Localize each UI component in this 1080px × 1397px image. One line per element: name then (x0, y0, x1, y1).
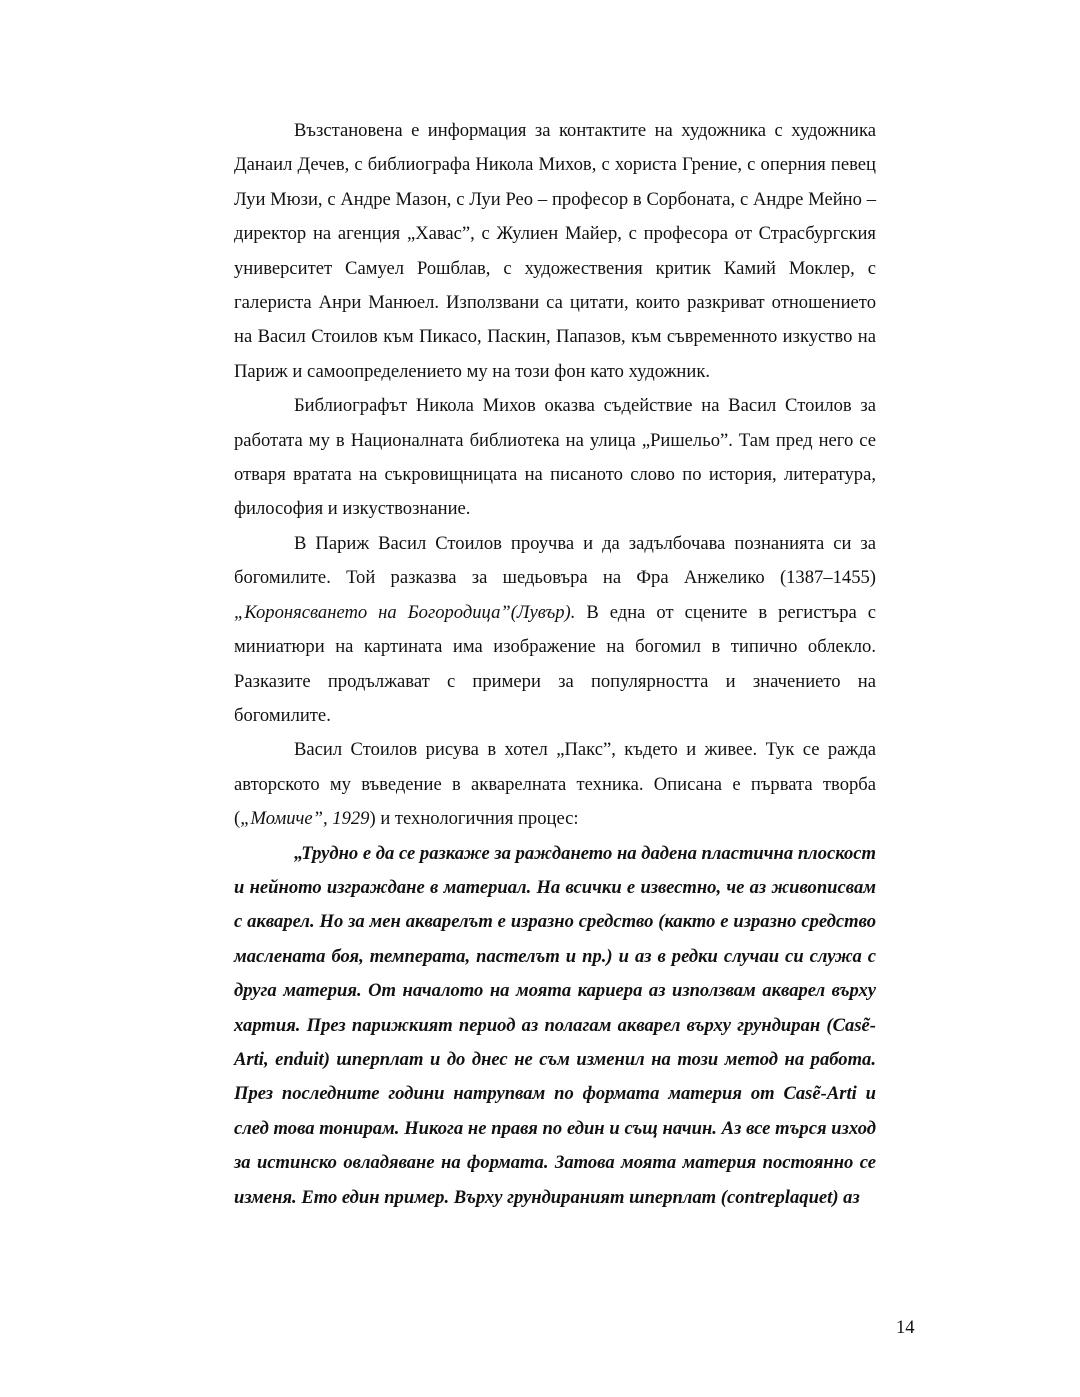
paragraph-contacts: Възстановена е информация за контактите на художника с художника Данаил Дечев, с библиографа Никола Михов, с хориста Грение, с оперния певец Луи Мюзи, с Андре Мазон, с Луи Рео – професор в Сорбоната, с Андре Мейно – директор на агенция „Хавас”, с Жулиен Майер, с професора от Страсбургския университет Самуел Рошблав, с художествения критик Камий Моклер, с галериста Анри Манюел. Използвани са цитати, които разкриват отношението на Васил Стоилов към Пикасо, Паскин, Папазов, към съвременното изкуство на Париж и самоопределението му на този фон като художник. (234, 120, 876, 382)
paragraph-bogomils-text-before: В Париж Васил Стоилов проучва и да задълбочава познанията си за богомилите. Той разказва за шедьовъра на Фра Анжелико (1387–1455) (234, 532, 876, 589)
paragraph-hotel-pax (234, 733, 876, 836)
artwork-title-coronation: „Коронясването на Богородица”(Лувър). (234, 601, 576, 623)
paragraph-bogomils (234, 527, 876, 733)
paragraph-hotel-pax-text-before: Васил Стоилов рисува в хотел „Пакс”, където и живее. Тук се ражда авторското му въведение в акварелната техника. Описана е първата творба ( (234, 739, 876, 830)
paragraph-hotel-pax-text-after: ) и технологичния процес: (369, 808, 579, 830)
paragraph-bogomils-text-after: В една от сцените в регистъра с миниатюри на картината има изображение на богомил в типично облекло. Разказите продължават с примери за популярността и значението на богомилите. (234, 601, 876, 726)
artwork-title-girl: „Момиче”, 1929 (240, 808, 370, 830)
artist-quote: „Трудно е да се разкаже за раждането на дадена пластична плоскост и нейното изграждане в материал. На всички е известно, че аз живописвам с акварел. Но за мен акварелът е изразно средство (както е изразно средство маслената боя, температа, пастелът и пр.) и аз в редки случаи си служа с друга материя. От началото на моята кариера аз използвам акварел върху хартия. През парижкият период аз полагам акварел върху грундиран (Casẽ-Arti, enduit) шперплат и до днес не съм изменил на този метод на работа. През последните години натрупвам по формата материя от Casẽ-Arti и след това тонирам. Никога не правя по един и същ начин. Аз все търся изход за истинско овладяване на формата. Затова моята материя постоянно се изменя. Ето един пример. Върху грундираният шперплат (contreplaquet) аз (234, 842, 876, 1208)
page-number: 14 (896, 1317, 915, 1338)
paragraph-library: Библиографът Никола Михов оказва съдействие на Васил Стоилов за работата му в Националната библиотека на улица „Ришельо”. Там пред него се отваря вратата на съкровищницата на писаното слово по история, литература, философия и изкуствознание. (234, 395, 876, 520)
document-body (234, 114, 876, 1215)
